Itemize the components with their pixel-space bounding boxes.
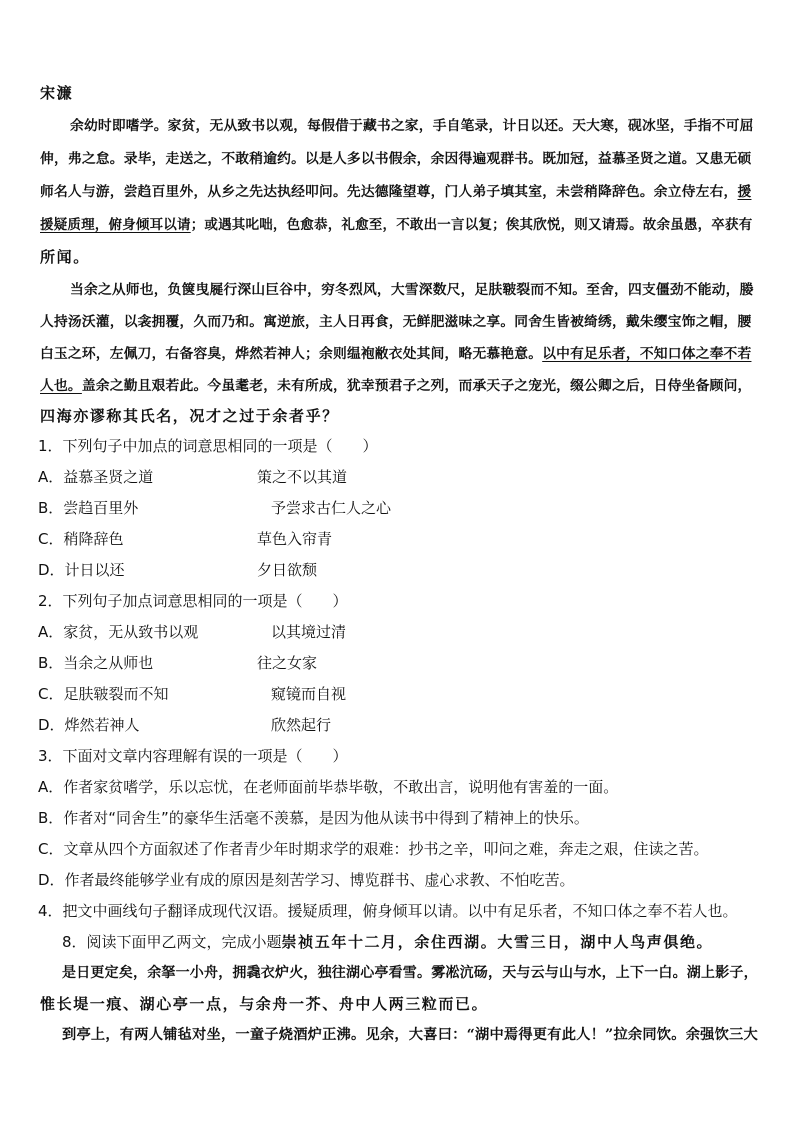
- q1-option-a-pair: 策之不以其道: [257, 468, 348, 486]
- passage-p2-line-2: 人持汤沃灌，以衾拥覆，久而乃和。寓逆旅，主人日再食，无鲜肥滋味之享。同舍生皆被绮绣，戴朱缨宝饰之帽，腰: [40, 314, 752, 330]
- passage-p2-line-3-text: 白玉之环，左佩刀，右备容臭，烨然若神人；余则缊袍敝衣处其间，略无慕艳意。: [40, 346, 543, 362]
- passage-p1-line-2: 伸，弗之怠。录毕，走送之，不敢稍逾约。以是人多以书假余，余因得遍观群书。既加冠，益慕圣贤之道。又患无硕: [40, 151, 752, 167]
- q1-stem: 1．下列句子中加点的词意思相同的一项是（ ）: [38, 437, 378, 455]
- q2-option-a-pair: 以其境过清: [271, 623, 347, 641]
- q2-option-c: C．足肤皲裂而不知: [38, 685, 169, 703]
- passage-p2-line-4-rest: 盖余之勤且艰若此。今虽耄老，未有所成，犹幸预君子之列，而承天子之宠光，缀公卿之后，日侍坐备顾问，: [81, 378, 752, 394]
- passage-source: 宋濂: [40, 84, 74, 102]
- q3-option-a: A．作者家贫嗜学，乐以忘忧，在老师面前毕恭毕敬，不敢出言，说明他有害羞的一面。: [38, 778, 619, 796]
- q2-option-d-pair: 欣然起行: [271, 716, 332, 734]
- underlined-char: 援: [737, 184, 752, 200]
- q3-option-d: D．作者最终能够学业有成的原因是刻苦学习、博览群书、虚心求教、不怕吃苦。: [38, 871, 575, 889]
- q1-option-c-pair: 草色入帘青: [257, 530, 333, 548]
- q1-option-b: B．尝趋百里外: [38, 499, 139, 517]
- q3-option-c: C．文章从四个方面叙述了作者青少年时期求学的艰难：抄书之辛，叩问之难，奔走之艰，住读之苦。: [38, 840, 709, 858]
- q3-option-b: B．作者对“同舍生”的豪华生活毫不羡慕，是因为他从读书中得到了精神上的快乐。: [38, 809, 589, 827]
- passage-p2-line-3: [40, 342, 751, 362]
- section8-p2-line-1: 到亭上，有两人铺毡对坐，一童子烧酒炉正沸。见余，大喜曰：“湖中焉得更有此人！”拉余同饮。余强饮三大: [62, 1027, 758, 1043]
- section8-p1-line-1: 是日更定矣，余拏一小舟，拥毳衣炉火，独往湖心亭看雪。雾凇沆砀，天与云与山与水，上下一白。湖上影子，: [62, 965, 758, 981]
- q2-option-b-pair: 往之女家: [257, 654, 318, 672]
- q2-option-d: D．烨然若神人: [38, 716, 140, 734]
- passage-p1-line-5: 所闻。: [40, 248, 90, 266]
- passage-p1-line-3-text: 师名人与游，尝趋百里外，从乡之先达执经叩问。先达德隆望尊，门人弟子填其室，未尝稍降辞色。余立侍左右，: [40, 184, 738, 200]
- q1-option-d-pair: 夕日欲颓: [257, 561, 318, 579]
- q2-stem: 2．下列句子加点词意思相同的一项是（ ）: [38, 592, 348, 610]
- q2-option-b: B．当余之从师也: [38, 654, 154, 672]
- q2-option-c-pair: 窥镜而自视: [271, 685, 347, 703]
- passage-p1-line-1: 余幼时即嗜学。家贫，无从致书以观，每假借于藏书之家，手自笔录，计日以还。天大寒，砚冰坚，手指不可屈: [70, 118, 754, 134]
- section8-p1-line-2: 惟长堤一痕、湖心亭一点，与余舟一芥、舟中人两三粒而已。: [40, 995, 489, 1013]
- underlined-sentence-2a: 以中有足乐者，不知口体之奉不若: [542, 346, 752, 362]
- underlined-sentence-1: 援疑质理，俯身倾耳以请: [40, 217, 191, 233]
- passage-p2-line-1: 当余之从师也，负箧曳屣行深山巨谷中，穷冬烈风，大雪深数尺，足肤皲裂而不知。至舍，四支僵劲不能动，媵: [70, 282, 754, 298]
- q1-option-d: D．计日以还: [38, 561, 125, 579]
- passage-p1-line-4-rest: ；或遇其叱咄，色愈恭，礼愈至，不敢出一言以复；俟其欣悦，则又请焉。故余虽愚，卒获有: [190, 217, 753, 233]
- section8-intro-text: 崇祯五年十二月，余住西湖。大雪三日，湖中人鸟声俱绝。: [281, 933, 714, 951]
- q2-option-a: A．家贫，无从致书以观: [38, 623, 199, 641]
- q1-option-b-pair: 予尝求古仁人之心: [271, 499, 392, 517]
- section8-intro: [62, 931, 713, 952]
- section8-intro-label: 8．阅读下面甲乙两文，完成小题: [62, 933, 282, 951]
- q1-option-c: C．稍降辞色: [38, 530, 124, 548]
- passage-p2-line-4: [40, 374, 751, 394]
- passage-p1-line-4: [40, 213, 752, 233]
- passage-p1-line-3: [40, 180, 751, 200]
- underlined-sentence-2b: 人也。: [40, 378, 82, 394]
- q4-stem: 4．把文中画线句子翻译成现代汉语。援疑质理，俯身倾耳以请。以中有足乐者，不知口体之奉不若人也。: [38, 902, 738, 920]
- passage-p2-line-5: 四海亦谬称其氏名，况才之过于余者乎？: [40, 407, 339, 425]
- q1-option-a: A．益慕圣贤之道: [38, 468, 154, 486]
- q3-stem: 3．下面对文章内容理解有误的一项是（ ）: [38, 747, 348, 765]
